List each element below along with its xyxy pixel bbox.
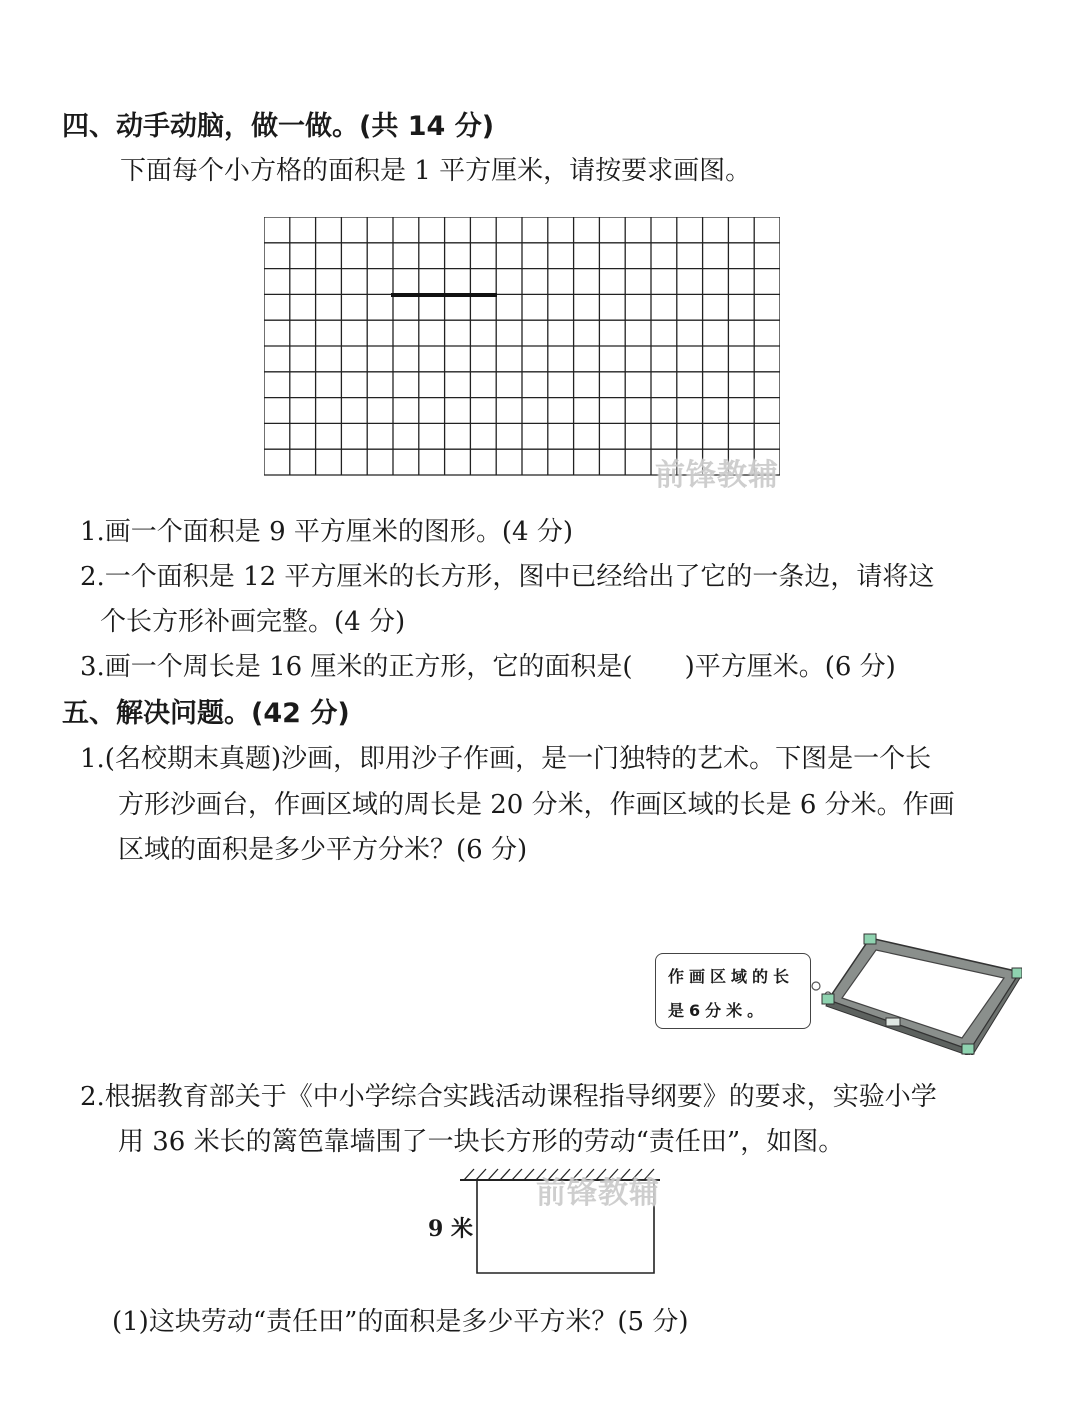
- square-grid: [264, 217, 780, 477]
- question-4-2-line2: 个长方形补画完整。(4 分): [100, 607, 406, 637]
- sand-tray-illustration: [808, 930, 1022, 1055]
- speech-bubble: [655, 953, 811, 1029]
- question-4-1: 1.画一个面积是 9 平方厘米的图形。(4 分): [80, 517, 573, 547]
- section-5-heading: 五、解决问题。(42 分): [62, 698, 350, 729]
- watermark-2: 前锋教辅: [536, 1176, 660, 1211]
- question-4-3: [80, 650, 896, 684]
- problem-1-line3: 区域的面积是多少平方分米？(6 分): [118, 835, 528, 865]
- bubble-line2: 是6分米。: [668, 1001, 769, 1020]
- sub-question-1: (1)这块劳动“责任田”的面积是多少平方米？(5 分): [112, 1307, 689, 1337]
- field-side-label: 9 米: [428, 1216, 473, 1242]
- problem-2-line2: 用 36 米长的篱笆靠墙围了一块长方形的劳动“责任田”，如图。: [118, 1127, 845, 1157]
- watermark: 前锋教辅: [655, 458, 779, 493]
- question-4-2-line1: 2.一个面积是 12 平方厘米的长方形，图中已经给出了它的一条边，请将这: [80, 562, 935, 592]
- problem-1-line1: 1.(名校期末真题)沙画，即用沙子作画，是一门独特的艺术。下图是一个长: [80, 744, 932, 774]
- section-4-heading: 四、动手动脑，做一做。(共 14 分): [62, 111, 495, 142]
- problem-1-line2: 方形沙画台，作画区域的周长是 20 分米，作画区域的长是 6 分米。作画: [118, 790, 955, 820]
- question-4-3-before: 3.画一个周长是 16 厘米的正方形，它的面积是(: [80, 652, 633, 682]
- section-4-intro: 下面每个小方格的面积是 1 平方厘米，请按要求画图。: [120, 156, 752, 186]
- question-4-3-after: )平方厘米。(6 分): [684, 652, 896, 682]
- problem-2-line1: 2.根据教育部关于《中小学综合实践活动课程指导纲要》的要求，实验小学: [80, 1082, 937, 1112]
- bubble-line1: 作画区域的长: [668, 967, 795, 986]
